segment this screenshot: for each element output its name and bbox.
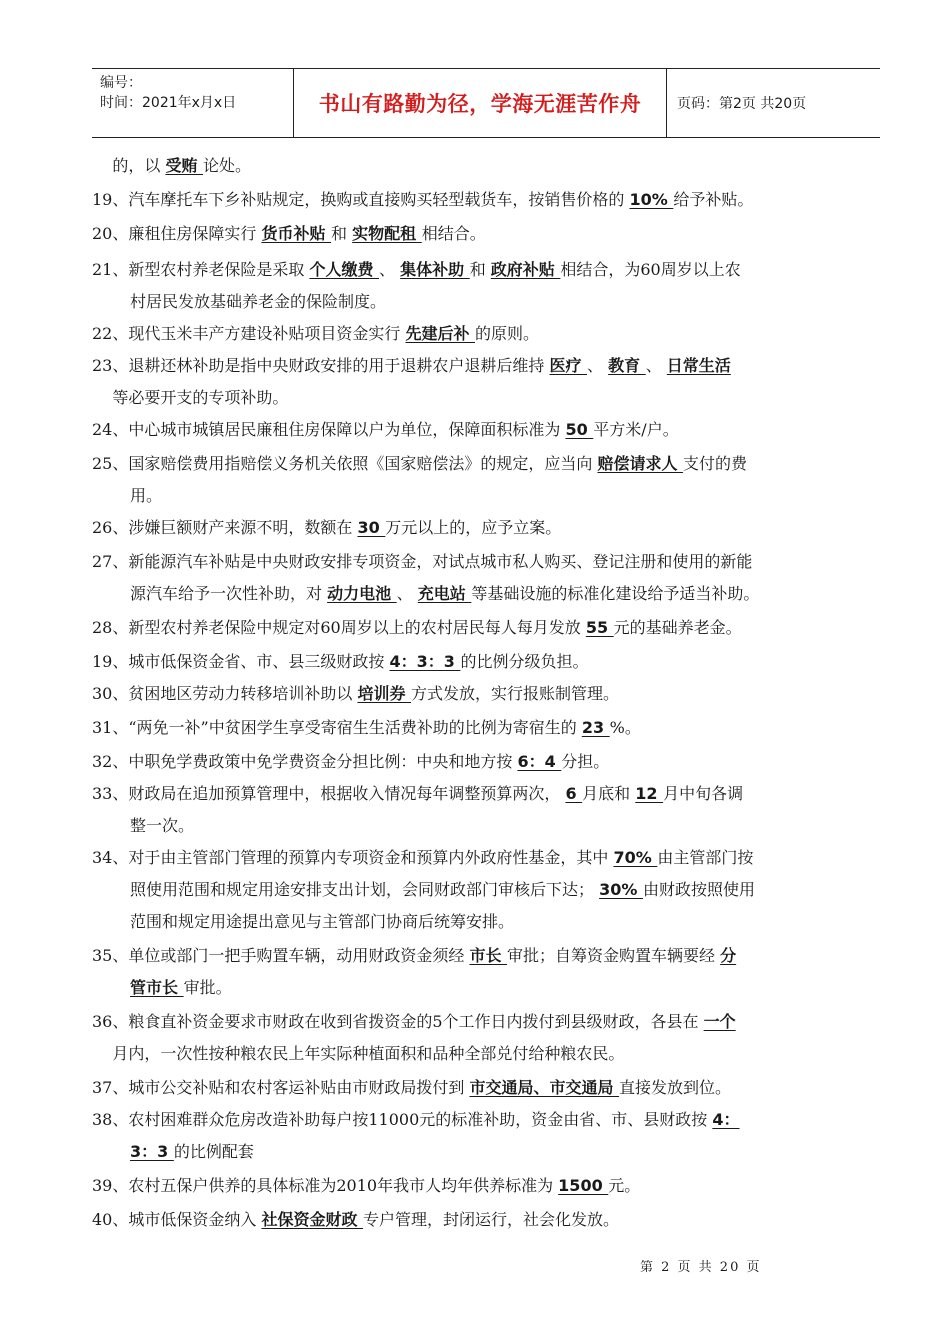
answer-blank: 50	[565, 420, 594, 439]
line-text: 37、城市公交补贴和农村客运补贴由市财政局拨付到	[92, 1078, 470, 1097]
answer-blank: 10%	[629, 190, 674, 209]
answer-blank: 日常生活	[666, 356, 731, 375]
answer-blank: 培训券	[357, 684, 412, 703]
text-line	[92, 782, 743, 806]
line-text: 32、中职免学费政策中免学费资金分担比例：中央和地方按	[92, 752, 518, 771]
line-text: 平方米/户。	[593, 420, 679, 439]
text-line	[92, 550, 752, 574]
line-text: 36、粮食直补资金要求市财政在收到省拨资金的5个工作日内拨付到县级财政，各县在	[92, 1012, 704, 1031]
answer-blank: 动力电池	[327, 584, 397, 603]
text-line	[92, 188, 753, 212]
answer-blank: 6	[565, 784, 583, 803]
line-text: 等必要开支的专项补助。	[92, 388, 289, 407]
answer-blank: 实物配租	[352, 224, 422, 243]
text-line	[130, 878, 755, 902]
line-text: 、	[379, 260, 401, 279]
text-line	[130, 910, 514, 934]
line-text: 34、对于由主管部门管理的预算内专项资金和预算内外政府性基金，其中	[92, 848, 614, 867]
line-text: 支付的费	[683, 454, 748, 473]
line-text: 的，以	[92, 156, 166, 175]
page-header	[92, 68, 880, 138]
line-text: 元的基础养老金。	[613, 618, 742, 637]
text-line	[92, 682, 619, 706]
answer-blank: 受贿	[165, 156, 204, 175]
line-text: 分担。	[561, 752, 610, 771]
line-text: 万元以上的，应予立案。	[385, 518, 562, 537]
answer-blank: 6：4	[517, 752, 562, 771]
answer-blank: 市长	[469, 946, 508, 965]
text-line	[92, 322, 539, 346]
answer-blank: 市交通局、市交通局	[469, 1078, 620, 1097]
text-line	[92, 222, 486, 246]
answer-blank: 分	[720, 946, 737, 965]
text-line	[92, 616, 742, 640]
text-line	[92, 452, 747, 476]
line-text: 23、退耕还林补助是指中央财政安排的用于退耕农户退耕后维持	[92, 356, 550, 375]
answer-blank: 赔偿请求人	[597, 454, 684, 473]
text-line	[92, 1076, 731, 1100]
line-text: 27、新能源汽车补贴是中央财政安排专项资金，对试点城市私人购买、登记注册和使用的新能	[92, 552, 753, 571]
line-text: 20、廉租住房保障实行	[92, 224, 262, 243]
line-text: 村居民发放基础养老金的保险制度。	[130, 292, 387, 311]
line-text: 39、农村五保户供养的具体标准为2010年我市人均年供养标准为	[92, 1176, 559, 1195]
answer-blank: 1500	[558, 1176, 609, 1195]
answer-blank: 管市长	[130, 978, 184, 997]
line-text: 和	[331, 224, 353, 243]
text-line	[92, 846, 753, 870]
line-text: 月底和	[582, 784, 636, 803]
line-text: 38、农村困难群众危房改造补助每户按11000元的标准补助，资金由省、市、县财政按	[92, 1110, 713, 1129]
answer-blank: 30%	[599, 880, 643, 899]
line-text: 论处。	[203, 156, 252, 175]
text-line	[92, 750, 609, 774]
line-text: 26、涉嫌巨额财产来源不明，数额在	[92, 518, 358, 537]
answer-blank: 4：	[712, 1110, 740, 1129]
line-text: 给予补贴。	[673, 190, 754, 209]
line-text: 专户管理，封闭运行，社会化发放。	[363, 1210, 620, 1229]
line-text: 方式发放，实行报账制管理。	[411, 684, 620, 703]
text-line	[130, 1140, 254, 1164]
line-text: 31、“两免一补”中贫困学生享受寄宿生生活费补助的比例为寄宿生的	[92, 718, 582, 737]
line-text: 和	[469, 260, 491, 279]
answer-blank: 30	[357, 518, 386, 537]
text-line	[92, 1174, 640, 1198]
line-text: 月内，一次性按种粮农民上年实际种植面积和品种全部兑付给种粮农民。	[92, 1044, 625, 1063]
line-text: 35、单位或部门一把手购置车辆，动用财政资金须经	[92, 946, 470, 965]
text-line	[130, 976, 232, 1000]
text-line	[92, 1010, 736, 1034]
header-meta	[92, 69, 294, 137]
line-text: 24、中心城市城镇居民廉租住房保障以户为单位，保障面积标准为	[92, 420, 566, 439]
line-text: 元。	[608, 1176, 641, 1195]
text-line	[92, 258, 741, 282]
header-page-label: 页码：第2页 共20页	[677, 96, 807, 112]
line-text: 由主管部门按	[657, 848, 754, 867]
text-line	[92, 650, 588, 674]
line-text: 的比例分级负担。	[460, 652, 589, 671]
answer-blank: 社保资金财政	[261, 1210, 364, 1229]
answer-blank: 70%	[613, 848, 658, 867]
answer-blank: 政府补贴	[490, 260, 561, 279]
text-line	[130, 484, 162, 508]
line-text: 由财政按照使用	[642, 880, 755, 899]
line-text: 、	[587, 356, 609, 375]
text-line	[130, 582, 759, 606]
answer-blank: 教育	[608, 356, 646, 375]
answer-blank: 先建后补	[405, 324, 476, 343]
line-text: 、	[645, 356, 667, 375]
answer-blank: 12	[635, 784, 664, 803]
line-text: 21、新型农村养老保险是采取	[92, 260, 310, 279]
answer-blank: 充电站	[417, 584, 472, 603]
answer-blank: 一个	[703, 1012, 736, 1031]
line-text: 19、汽车摩托车下乡补贴规定，换购或直接购买轻型载货车，按销售价格的	[92, 190, 630, 209]
line-text: 的原则。	[475, 324, 540, 343]
line-text: 用。	[130, 486, 163, 505]
line-text: 相结合，为60周岁以上农	[560, 260, 741, 279]
line-text: 月中旬各调	[663, 784, 744, 803]
text-line	[92, 354, 731, 378]
document-time-label: 时间：2021年x月x日	[100, 95, 237, 111]
answer-blank: 个人缴费	[309, 260, 380, 279]
line-text: 审批；自筹资金购置车辆要经	[507, 946, 721, 965]
line-text: 28、新型农村养老保险中规定对60周岁以上的农村居民每人每月发放	[92, 618, 586, 637]
line-text: 相结合。	[421, 224, 486, 243]
line-text: 19、城市低保资金省、市、县三级财政按	[92, 652, 390, 671]
text-line	[92, 386, 288, 410]
header-motto: 书山有路勤为径，学海无涯苦作舟	[294, 69, 667, 137]
line-text: 的比例配套	[173, 1142, 254, 1161]
line-text: 照使用范围和规定用途安排支出计划，会同财政部门审核后下达；	[130, 880, 600, 899]
text-line	[92, 418, 679, 442]
line-text: 范围和规定用途提出意见与主管部门协商后统筹安排。	[130, 912, 515, 931]
line-text: 源汽车给予一次性补助，对	[130, 584, 328, 603]
line-text: 25、国家赔偿费用指赔偿义务机关依照《国家赔偿法》的规定，应当向	[92, 454, 598, 473]
line-text: 33、财政局在追加预算管理中，根据收入情况每年调整预算两次，	[92, 784, 566, 803]
answer-blank: 医疗	[549, 356, 588, 375]
answer-blank: 3：3	[130, 1142, 174, 1161]
page-footer: 第 2 页 共 20 页	[640, 1260, 762, 1275]
answer-blank: 集体补助	[400, 260, 470, 279]
text-line	[92, 944, 736, 968]
text-line	[92, 1208, 619, 1232]
text-line	[92, 154, 251, 178]
text-line	[92, 716, 641, 740]
text-line	[92, 1042, 624, 1066]
line-text: 30、贫困地区劳动力转移培训补助以	[92, 684, 358, 703]
line-text: 直接发放到位。	[619, 1078, 732, 1097]
line-text: %。	[609, 718, 641, 737]
line-text: 40、城市低保资金纳入	[92, 1210, 262, 1229]
answer-blank: 4：3：3	[389, 652, 461, 671]
answer-blank: 55	[585, 618, 614, 637]
line-text: 等基础设施的标准化建设给予适当补助。	[471, 584, 760, 603]
text-line	[92, 1108, 740, 1132]
answer-blank: 货币补贴	[261, 224, 332, 243]
line-text: 审批。	[183, 978, 232, 997]
line-text: 、	[396, 584, 418, 603]
document-number-label: 编号：	[100, 75, 142, 91]
text-line	[130, 814, 194, 838]
line-text: 整一次。	[130, 816, 195, 835]
text-line	[92, 516, 561, 540]
answer-blank: 23	[581, 718, 610, 737]
line-text: 22、现代玉米丰产方建设补贴项目资金实行	[92, 324, 406, 343]
text-line	[130, 290, 386, 314]
